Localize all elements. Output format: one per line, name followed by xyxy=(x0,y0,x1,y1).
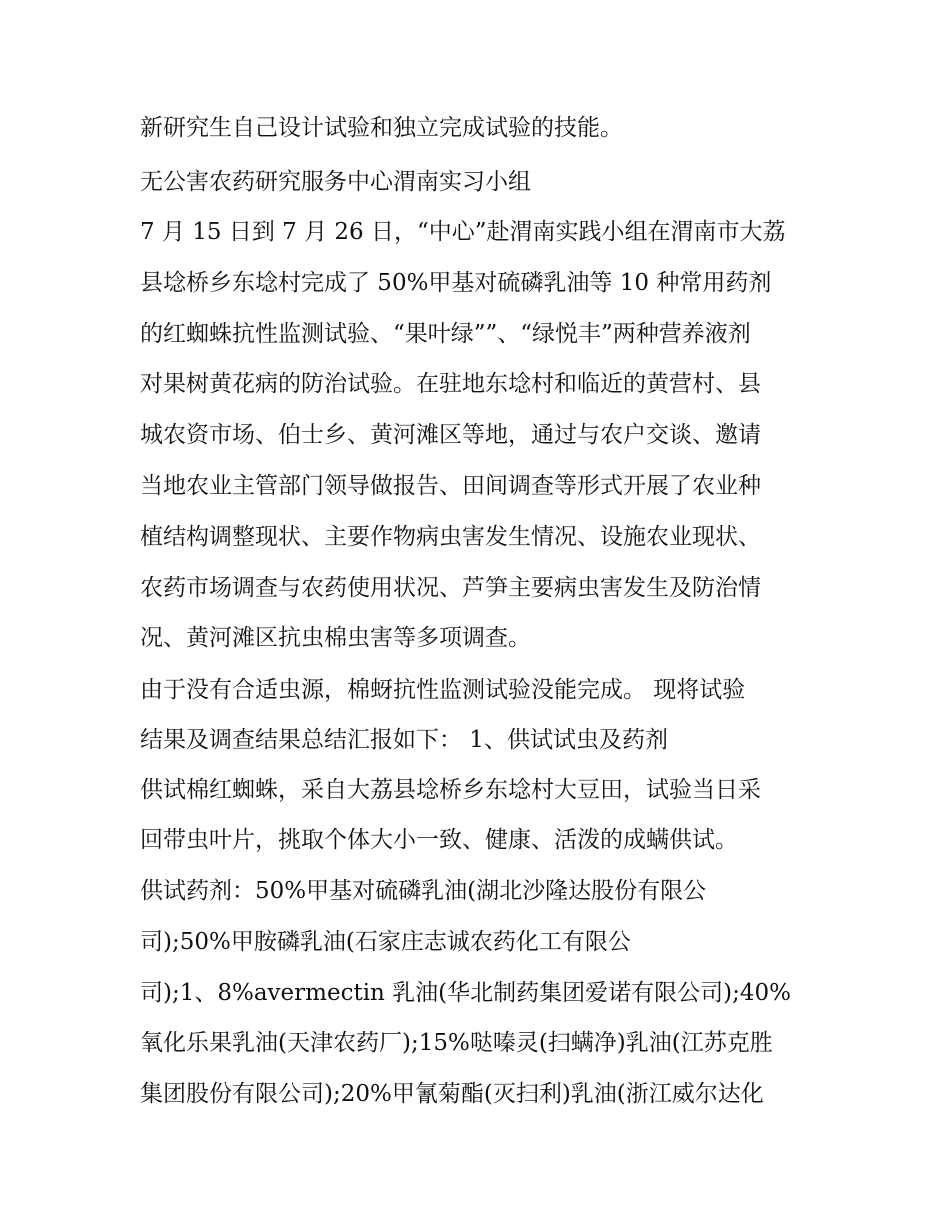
text-line: 供试棉红蜘蛛，采自大荔县埝桥乡东埝村大豆田，试验当日采 xyxy=(140,777,761,803)
text-line: 当地农业主管部门领导做报告、田间调查等形式开展了农业种 xyxy=(140,473,761,499)
text-line: 由于没有合适虫源，棉蚜抗性监测试验没能完成。 现将试验 xyxy=(140,677,746,703)
text-line: 回带虫叶片，挑取个体大小一致、健康、活泼的成螨供试。 xyxy=(140,827,738,853)
text-line: 农药市场调查与农药使用状况、芦笋主要病虫害发生及防治情 xyxy=(140,575,761,601)
text-line: 新研究生自己设计试验和独立完成试验的技能。 xyxy=(140,115,623,141)
text-line: 对果树黄花病的防治试验。在驻地东埝村和临近的黄营村、县 xyxy=(140,371,761,397)
text-line: 的红蜘蛛抗性监测试验、“果叶绿””、“绿悦丰”两种营养液剂 xyxy=(140,321,751,347)
text-line: 无公害农药研究服务中心渭南实习小组 xyxy=(140,169,531,195)
text-line: 县埝桥乡东埝村完成了 50%甲基对硫磷乳油等 10 种常用药剂 xyxy=(140,270,772,296)
text-line: 供试药剂：50%甲基对硫磷乳油(湖北沙隆达股份有限公 xyxy=(140,878,707,904)
text-line: 城农资市场、伯士乡、黄河滩区等地，通过与农户交谈、邀请 xyxy=(140,422,761,448)
text-line: 集团股份有限公司);20%甲氰菊酯(灭扫利)乳油(浙江威尔达化 xyxy=(140,1081,764,1107)
text-line: 7 月 15 日到 7 月 26 日，“中心”赴渭南实践小组在渭南市大荔 xyxy=(140,219,786,245)
text-line: 况、黄河滩区抗虫棉虫害等多项调查。 xyxy=(140,625,531,651)
text-line: 氧化乐果乳油(天津农药厂);15%哒嗪灵(扫螨净)乳油(江苏克胜 xyxy=(140,1030,773,1056)
text-line: 司);50%甲胺磷乳油(石家庄志诚农药化工有限公 xyxy=(140,929,631,955)
text-line: 植结构调整现状、主要作物病虫害发生情况、设施农业现状、 xyxy=(140,524,761,550)
text-line: 结果及调查结果总结汇报如下： 1、供试试虫及药剂 xyxy=(140,727,668,753)
text-line: 司);1、8%avermectin 乳油(华北制药集团爱诺有限公司);40% xyxy=(140,980,791,1006)
